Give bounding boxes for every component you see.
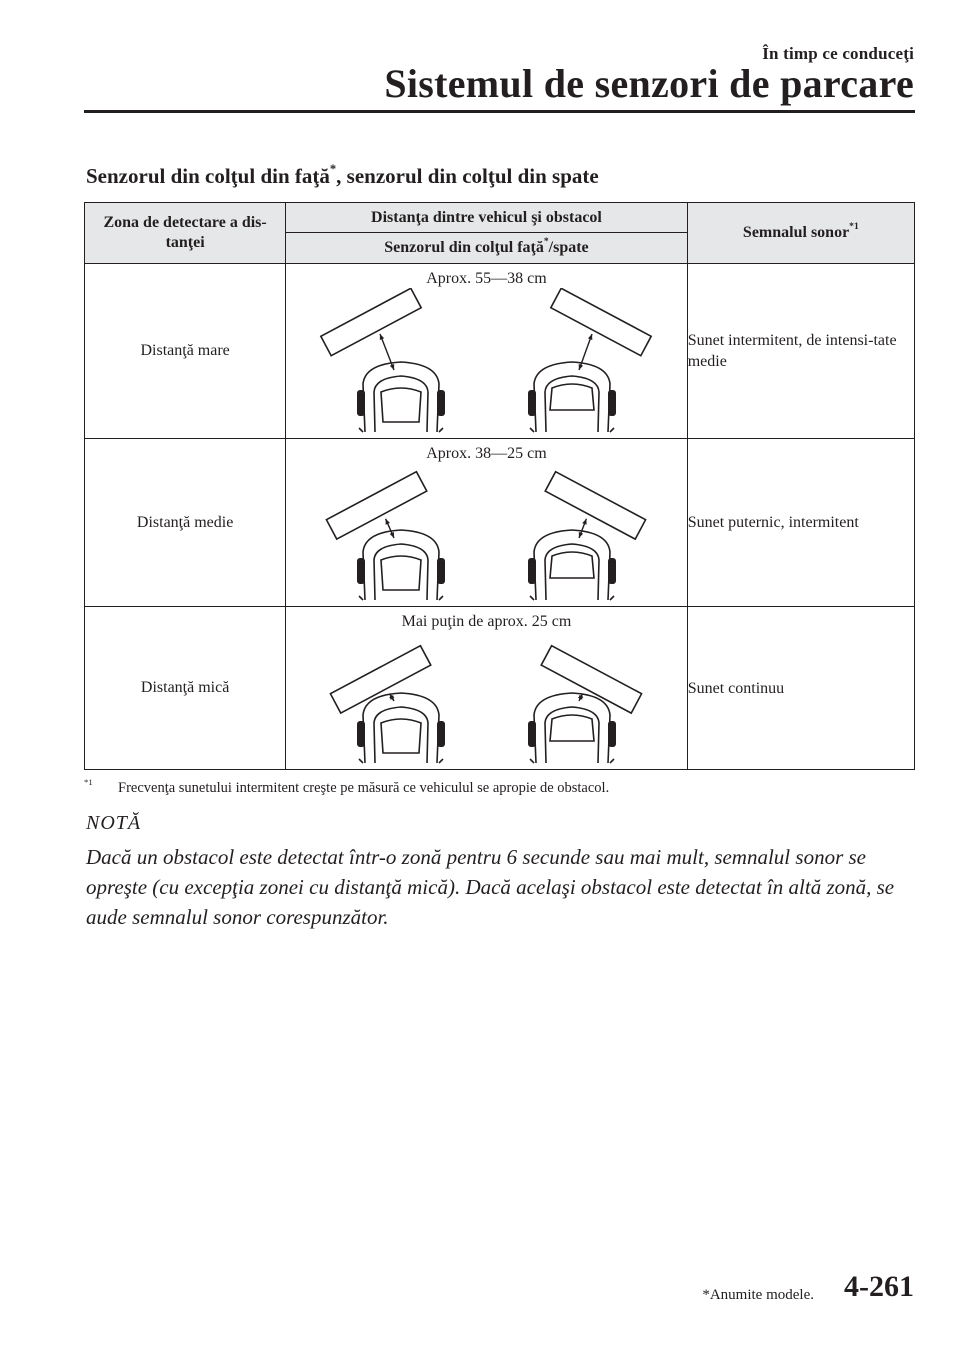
sound-description: Sunet puternic, intermitent — [687, 439, 914, 607]
chapter-title: În timp ce conduceţi — [762, 44, 914, 63]
header-distance: Distanţa dintre vehicul şi obstacol — [286, 203, 687, 233]
zone-label: Distanţă medie — [85, 439, 286, 607]
table-row — [85, 439, 915, 607]
car-rear-icon — [528, 693, 616, 763]
table-row — [85, 607, 915, 770]
zone-label: Distanţă mică — [85, 607, 286, 770]
sensor-diagram — [286, 631, 687, 769]
obstacle-bar — [321, 288, 421, 355]
arrow-head — [588, 334, 592, 340]
zone-label: Distanţă mare — [85, 264, 286, 439]
note-title: NOTĂ — [86, 812, 142, 834]
sound-description: Sunet continuu — [687, 607, 914, 770]
header-zone: Zona de detectare a dis-tanţei — [85, 203, 286, 264]
header-sensor-rest: /spate — [548, 239, 589, 256]
distance-table — [84, 202, 915, 770]
arrow-head — [579, 364, 583, 370]
distance-range: Aprox. 38—25 cm — [426, 445, 547, 462]
distance-range: Mai puţin de aprox. 25 cm — [401, 613, 572, 630]
distance-cell — [286, 439, 687, 607]
footnote-ref: *1 — [849, 221, 859, 233]
section-title-rest: , senzorul din colţul din spate — [336, 164, 599, 188]
header-sensor — [286, 233, 687, 264]
footnote-text: Frecvenţa sunetului intermitent creşte pe măsură ce vehiculul se apropie de obstacol. — [118, 780, 610, 796]
distance-range: Aprox. 55—38 cm — [426, 270, 547, 287]
header-sound — [687, 203, 914, 264]
section-title — [86, 164, 599, 189]
asterisk-mark: * — [329, 162, 337, 177]
section-title-text: Senzorul din colţul din faţă — [86, 164, 330, 188]
sensor-diagram — [286, 463, 687, 606]
obstacle-bar — [541, 646, 641, 713]
models-footnote: *Anumite modele. — [702, 1287, 814, 1303]
distance-cell — [286, 264, 687, 439]
arrow-head — [390, 364, 394, 370]
car-front-icon — [357, 693, 445, 763]
note-body: Dacă un obstacol este detectat într-o zonă pentru 6 secunde sau mai mult, semnalul sonor se opreşte (cu excepţia zonei cu distanţă mică). Dacă acelaşi obstacol este detectat în altă zonă, se aude semnalul sonor corespunzător. — [86, 845, 895, 929]
sensor-diagram — [286, 288, 687, 438]
asterisk-mark: * — [543, 236, 549, 248]
obstacle-bar — [545, 472, 645, 539]
obstacle-bar — [331, 646, 431, 713]
obstacle-bar — [327, 472, 427, 539]
car-rear-icon — [528, 530, 616, 600]
car-front-icon — [357, 362, 445, 432]
obstacle-bar — [551, 288, 651, 355]
car-rear-icon — [528, 362, 616, 432]
header-sound-text: Semnalul sonor — [742, 224, 850, 241]
sound-description: Sunet intermitent, de intensi-tate medie — [687, 264, 914, 439]
arrow-head — [579, 532, 583, 538]
table-row — [85, 264, 915, 439]
arrow-head — [582, 519, 586, 525]
page-number: 4-261 — [844, 1270, 914, 1303]
arrow-head — [380, 334, 384, 340]
distance-cell — [286, 607, 687, 770]
header-sensor-text: Senzorul din colţul faţă — [384, 239, 544, 256]
footnote: $^{*1}$ Frecvenţa sunetului intermitent creşte pe măsură ce vehiculul se apropie de obstacol. — [84, 776, 610, 796]
header-divider — [84, 110, 915, 113]
section-header: Sistemul de senzori de parcare — [384, 61, 914, 106]
car-front-icon — [357, 530, 445, 600]
